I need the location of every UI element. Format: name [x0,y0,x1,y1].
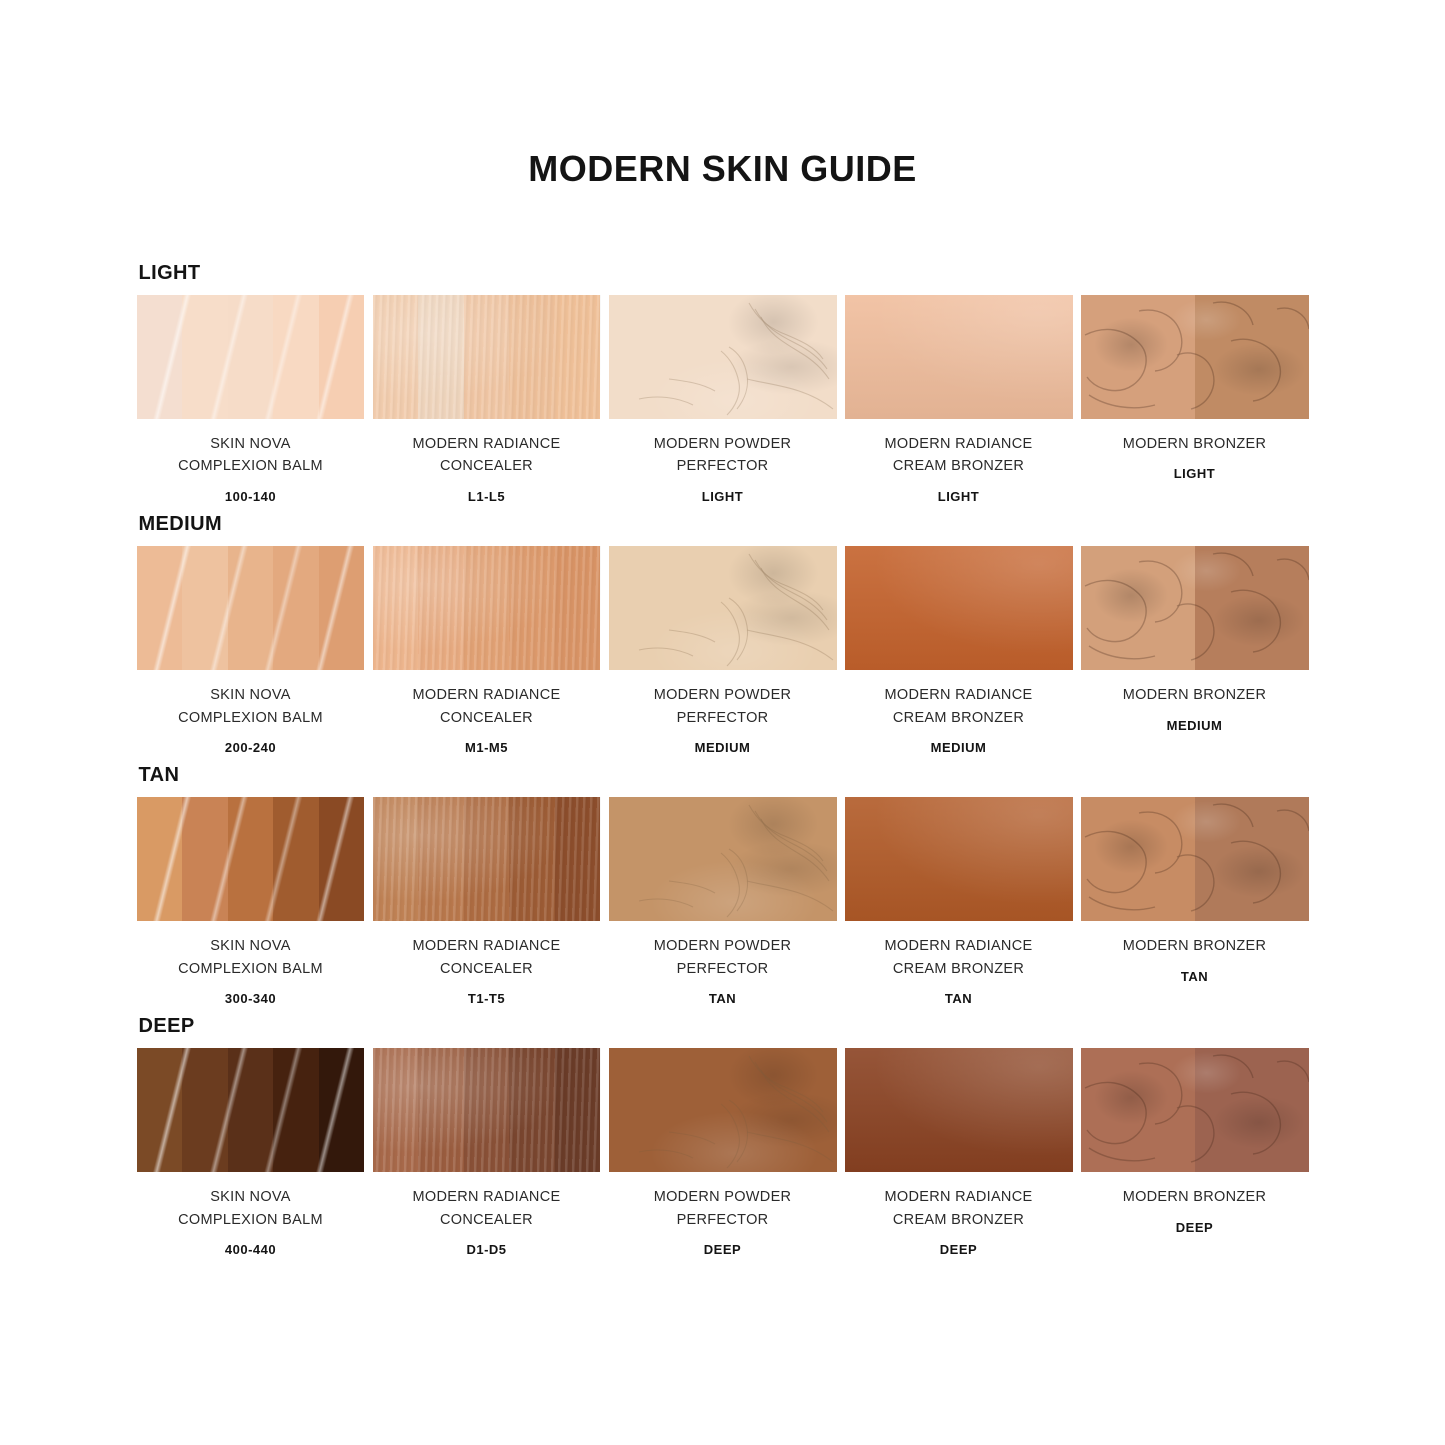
group-row [133,295,1313,507]
group-label: TAN [138,764,180,787]
product-name-line2: CONCEALER [440,458,533,475]
product-cell-modern-radiance-cream-bronzer[interactable] [841,797,1077,1009]
shade-range-label: D1-D5 [466,1242,507,1258]
product-caption [885,935,1033,1009]
product-caption [178,684,323,758]
shade-guide [133,190,1313,1260]
shade-range-label: T1-T5 [467,991,506,1007]
product-caption [413,1186,561,1260]
product-name-line1: MODERN POWDER [653,938,792,955]
product-name-line1: SKIN NOVA [210,436,291,452]
product-name-line1: MODERN BRONZER [1122,1189,1267,1206]
swatch-skin-nova-complexion-balm[interactable] [137,546,365,670]
product-name-line2: PERFECTOR [676,709,769,726]
product-caption [885,684,1033,758]
product-name-line1: MODERN RADIANCE [412,938,561,955]
swatch-modern-radiance-concealer[interactable] [373,295,601,419]
shade-range-label: MEDIUM [1166,717,1223,733]
swatch-skin-nova-complexion-balm[interactable] [137,797,365,921]
product-cell-skin-nova-complexion-balm[interactable] [133,546,369,758]
shade-group [133,513,1313,758]
product-caption [1123,433,1267,485]
swatch-modern-radiance-cream-bronzer[interactable] [845,295,1073,419]
product-cell-skin-nova-complexion-balm[interactable] [133,295,369,507]
product-name-line2: PERFECTOR [676,458,769,475]
product-name-line1: MODERN POWDER [653,687,792,704]
product-name-line1: MODERN RADIANCE [884,436,1033,452]
product-cell-modern-powder-perfector[interactable] [605,546,841,758]
product-caption [1123,1186,1267,1238]
product-cell-skin-nova-complexion-balm[interactable] [133,797,369,1009]
shade-range-label: 200-240 [224,740,277,756]
shade-group [133,262,1313,507]
product-caption [654,1186,792,1260]
shade-range-label: 400-440 [224,1242,277,1258]
product-caption [178,433,323,507]
product-name-line1: MODERN POWDER [653,436,792,452]
product-cell-modern-radiance-cream-bronzer[interactable] [841,1048,1077,1260]
shade-group [133,764,1313,1009]
product-cell-modern-powder-perfector[interactable] [605,1048,841,1260]
product-caption [178,935,323,1009]
swatch-colors [137,797,365,921]
product-name-line1: MODERN RADIANCE [412,1189,561,1206]
product-caption [178,1186,323,1260]
shade-range-label: L1-L5 [467,488,506,504]
swatch-modern-bronzer[interactable] [1081,295,1309,419]
product-name-line2: PERFECTOR [676,1211,769,1228]
swatch-modern-radiance-concealer[interactable] [373,1048,601,1172]
product-name-line2: CONCEALER [440,1211,533,1228]
shade-group [133,1015,1313,1260]
product-cell-modern-radiance-cream-bronzer[interactable] [841,546,1077,758]
product-name-line1: MODERN POWDER [653,1189,792,1206]
product-name-line1: SKIN NOVA [210,687,291,704]
product-name-line2: COMPLEXION BALM [178,1211,323,1228]
product-name-line2: CREAM BRONZER [892,960,1025,977]
product-cell-modern-radiance-concealer[interactable] [369,295,605,507]
product-name-line1: MODERN RADIANCE [884,687,1033,704]
product-caption [413,433,561,507]
product-cell-modern-powder-perfector[interactable] [605,797,841,1009]
shade-range-label: TAN [944,991,973,1007]
swatch-modern-powder-perfector[interactable] [609,295,837,419]
shade-range-label: TAN [708,991,737,1007]
shade-range-label: MEDIUM [694,740,751,756]
product-name-line2: CREAM BRONZER [892,709,1025,726]
swatch-modern-radiance-cream-bronzer[interactable] [845,797,1073,921]
product-name-line2: CREAM BRONZER [892,1211,1025,1228]
product-cell-modern-bronzer[interactable] [1077,797,1313,1009]
product-name-line2: CONCEALER [440,960,533,977]
product-name-line1: SKIN NOVA [210,1189,291,1206]
product-caption [654,684,792,758]
swatch-skin-nova-complexion-balm[interactable] [137,295,365,419]
product-name-line1: MODERN RADIANCE [884,1189,1033,1206]
product-cell-modern-radiance-cream-bronzer[interactable] [841,295,1077,507]
swatch-modern-bronzer[interactable] [1081,797,1309,921]
product-name-line1: MODERN BRONZER [1122,687,1267,704]
group-row [133,797,1313,1009]
product-cell-modern-powder-perfector[interactable] [605,295,841,507]
product-caption [1123,684,1267,736]
product-name-line2: COMPLEXION BALM [178,458,323,475]
page-title: MODERN SKIN GUIDE [528,148,917,189]
shade-range-label: TAN [1180,968,1209,984]
swatch-skin-nova-complexion-balm[interactable] [137,1048,365,1172]
swatch-modern-bronzer[interactable] [1081,546,1309,670]
product-name-line1: MODERN RADIANCE [412,687,561,704]
swatch-modern-radiance-concealer[interactable] [373,797,601,921]
shade-range-label: MEDIUM [930,740,987,756]
product-cell-modern-bronzer[interactable] [1077,1048,1313,1260]
swatch-modern-bronzer[interactable] [1081,1048,1309,1172]
shade-range-label: LIGHT [1173,466,1216,482]
shade-range-label: LIGHT [937,488,980,504]
swatch-modern-radiance-concealer[interactable] [373,546,601,670]
product-caption [413,684,561,758]
swatch-modern-powder-perfector[interactable] [609,797,837,921]
shade-range-label: DEEP [1175,1219,1214,1235]
product-name-line1: MODERN BRONZER [1122,436,1267,452]
group-row [133,546,1313,758]
group-label: MEDIUM [138,513,223,536]
product-cell-modern-radiance-concealer[interactable] [369,1048,605,1260]
swatch-modern-powder-perfector[interactable] [609,546,837,670]
product-caption [1123,935,1267,987]
product-name-line2: CONCEALER [440,709,533,726]
product-caption [413,935,561,1009]
swatch-colors [137,1048,365,1172]
product-name-line1: MODERN RADIANCE [412,436,561,452]
shade-range-label: 300-340 [224,991,277,1007]
product-caption [654,433,792,507]
product-cell-modern-radiance-concealer[interactable] [369,546,605,758]
product-name-line1: MODERN RADIANCE [884,938,1033,955]
product-cell-modern-bronzer[interactable] [1077,295,1313,507]
swatch-modern-powder-perfector[interactable] [609,1048,837,1172]
product-caption [654,935,792,1009]
product-name-line1: MODERN BRONZER [1122,938,1267,955]
product-name-line2: CREAM BRONZER [892,458,1025,475]
group-label: DEEP [138,1015,195,1038]
product-name-line2: COMPLEXION BALM [178,709,323,726]
product-caption [885,433,1033,507]
shade-range-label: DEEP [703,1242,742,1258]
product-cell-modern-radiance-concealer[interactable] [369,797,605,1009]
shade-range-label: LIGHT [701,488,744,504]
shade-range-label: M1-M5 [465,740,508,756]
group-label: LIGHT [138,262,201,284]
swatch-colors [137,295,365,419]
product-name-line2: PERFECTOR [676,960,769,977]
product-name-line2: COMPLEXION BALM [178,960,323,977]
shade-range-label: DEEP [939,1242,978,1258]
group-row [133,1048,1313,1260]
swatch-colors [137,546,365,670]
shade-range-label: 100-140 [224,488,277,504]
swatch-modern-radiance-cream-bronzer[interactable] [845,546,1073,670]
product-cell-modern-bronzer[interactable] [1077,546,1313,758]
product-caption [885,1186,1033,1260]
product-cell-skin-nova-complexion-balm[interactable] [133,1048,369,1260]
product-name-line1: SKIN NOVA [210,938,291,955]
swatch-modern-radiance-cream-bronzer[interactable] [845,1048,1073,1172]
